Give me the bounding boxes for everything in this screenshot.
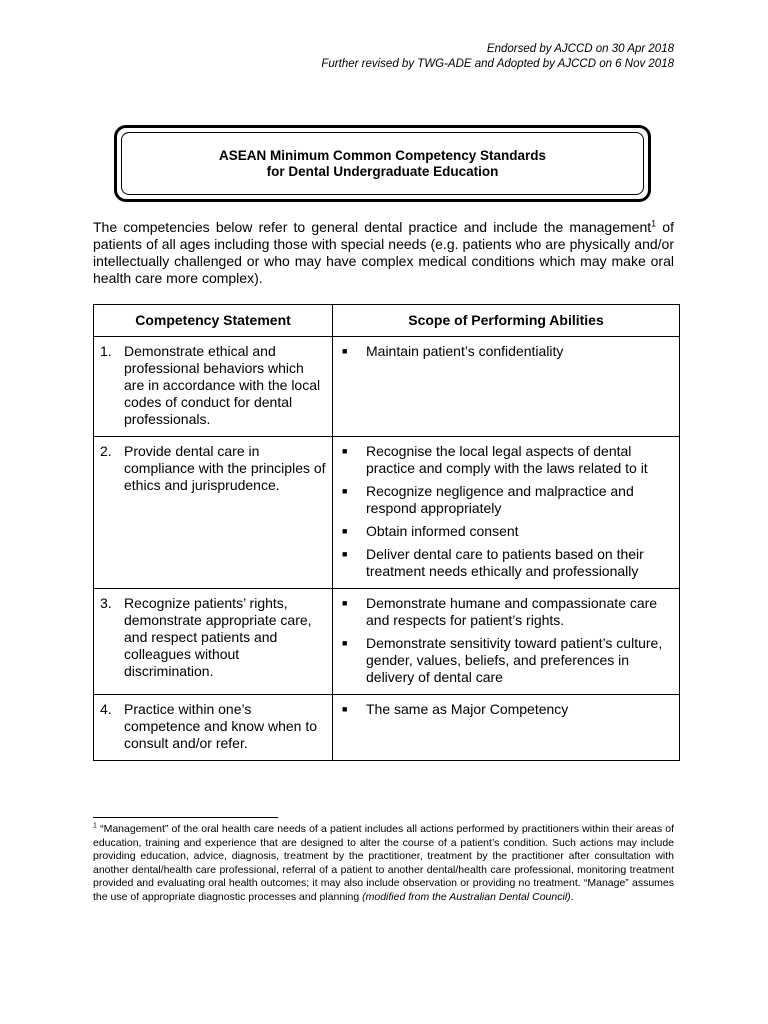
ability-item xyxy=(342,701,671,718)
competency-statement-cell xyxy=(94,337,333,437)
square-bullet-icon: ■ xyxy=(342,598,348,608)
competency-table xyxy=(93,304,680,761)
footnote xyxy=(93,823,674,904)
ability-item xyxy=(342,483,671,517)
footnote-text: “Management” of the oral health care needs of a patient includes all actions performed by practitioners within their areas of education, training and experience that are designed to alter the course of a patient’s condition. Such actions may include providing education, advice, diagnosis, treatment by the practitioner, treatment by the practitioner after consultation with another dental/health care professional, referral of a patient to another dental/health care professional, monitoring treatment provided and evaluating oral health outcomes; it may also include observation or providing no treatment. “Manage” assumes the use of appropriate diagnostic processes and planning xyxy=(93,823,674,903)
ability-text: Obtain informed consent xyxy=(366,523,519,539)
competency-number: 4. xyxy=(100,701,112,717)
document-title-line-1: ASEAN Minimum Common Competency Standards xyxy=(218,147,547,163)
ability-item xyxy=(342,595,671,629)
document-title-line-2: for Dental Undergraduate Education xyxy=(266,163,499,179)
table-row xyxy=(94,337,680,437)
footnote-reference: 1 xyxy=(651,218,657,229)
ability-text: Recognise the local legal aspects of dental practice and comply with the laws related to it xyxy=(366,443,648,476)
square-bullet-icon: ■ xyxy=(342,638,348,648)
ability-item xyxy=(342,343,671,360)
abilities-cell xyxy=(333,695,680,761)
competency-statement-cell xyxy=(94,589,333,695)
footnote-source: (modified from the Australian Dental Council) xyxy=(362,890,571,903)
intro-text-start: The competencies below refer to general dental practice and include the management xyxy=(93,219,652,235)
competency-statement: Demonstrate ethical and professional behaviors which are in accordance with the local codes of conduct for dental professionals. xyxy=(124,343,321,427)
ability-item xyxy=(342,443,671,477)
title-box xyxy=(114,125,651,202)
ability-text: Deliver dental care to patients based on their treatment needs ethically and professionally xyxy=(366,546,644,579)
square-bullet-icon: ■ xyxy=(342,549,348,559)
square-bullet-icon: ■ xyxy=(342,346,348,356)
square-bullet-icon: ■ xyxy=(342,446,348,456)
competency-statement: Practice within one’s competence and know when to consult and/or refer. xyxy=(124,701,318,751)
competency-statement: Recognize patients’ rights, demonstrate appropriate care, and respect patients and colleagues without discrimination. xyxy=(124,595,312,679)
abilities-cell xyxy=(333,437,680,589)
endorsement-line-1: Endorsed by AJCCD on 30 Apr 2018 xyxy=(486,43,674,55)
ability-item xyxy=(342,523,671,540)
square-bullet-icon: ■ xyxy=(342,704,348,714)
ability-text: Maintain patient’s confidentiality xyxy=(366,343,564,359)
footnote-divider xyxy=(93,817,278,818)
ability-text: Demonstrate humane and compassionate care and respects for patient’s rights. xyxy=(366,595,658,628)
ability-item xyxy=(342,635,671,686)
table-header-row xyxy=(94,305,680,337)
footnote-end: . xyxy=(570,890,574,903)
table-row xyxy=(94,695,680,761)
footnote-number: 1 xyxy=(93,822,97,830)
square-bullet-icon: ■ xyxy=(342,486,348,496)
ability-text: Recognize negligence and malpractice and respond appropriately xyxy=(366,483,634,516)
abilities-cell xyxy=(333,589,680,695)
competency-statement-cell xyxy=(94,695,333,761)
title-box-inner xyxy=(121,132,644,195)
competency-statement-cell xyxy=(94,437,333,589)
table-row xyxy=(94,589,680,695)
endorsement-note xyxy=(321,42,674,72)
intro-paragraph xyxy=(93,219,674,287)
competency-number: 1. xyxy=(100,343,112,359)
square-bullet-icon: ■ xyxy=(342,526,348,536)
ability-text: Demonstrate sensitivity toward patient’s culture, gender, values, beliefs, and preferences in delivery of dental care xyxy=(366,635,663,685)
competency-statement: Provide dental care in compliance with the principles of ethics and jurisprudence. xyxy=(124,443,326,493)
table-row xyxy=(94,437,680,589)
competency-number: 3. xyxy=(100,595,112,611)
ability-item xyxy=(342,546,671,580)
abilities-cell xyxy=(333,337,680,437)
header-competency-statement: Competency Statement xyxy=(94,305,333,337)
intro-text-end: of patients of all ages including those with special needs (e.g. patients who are physically and/or intellectually challenged or who may have complex medical conditions which may make oral health care more complex). xyxy=(93,219,674,286)
endorsement-line-2: Further revised by TWG-ADE and Adopted by AJCCD on 6 Nov 2018 xyxy=(321,58,674,70)
header-scope-of-abilities: Scope of Performing Abilities xyxy=(333,305,680,337)
competency-number: 2. xyxy=(100,443,112,459)
ability-text: The same as Major Competency xyxy=(366,701,569,717)
